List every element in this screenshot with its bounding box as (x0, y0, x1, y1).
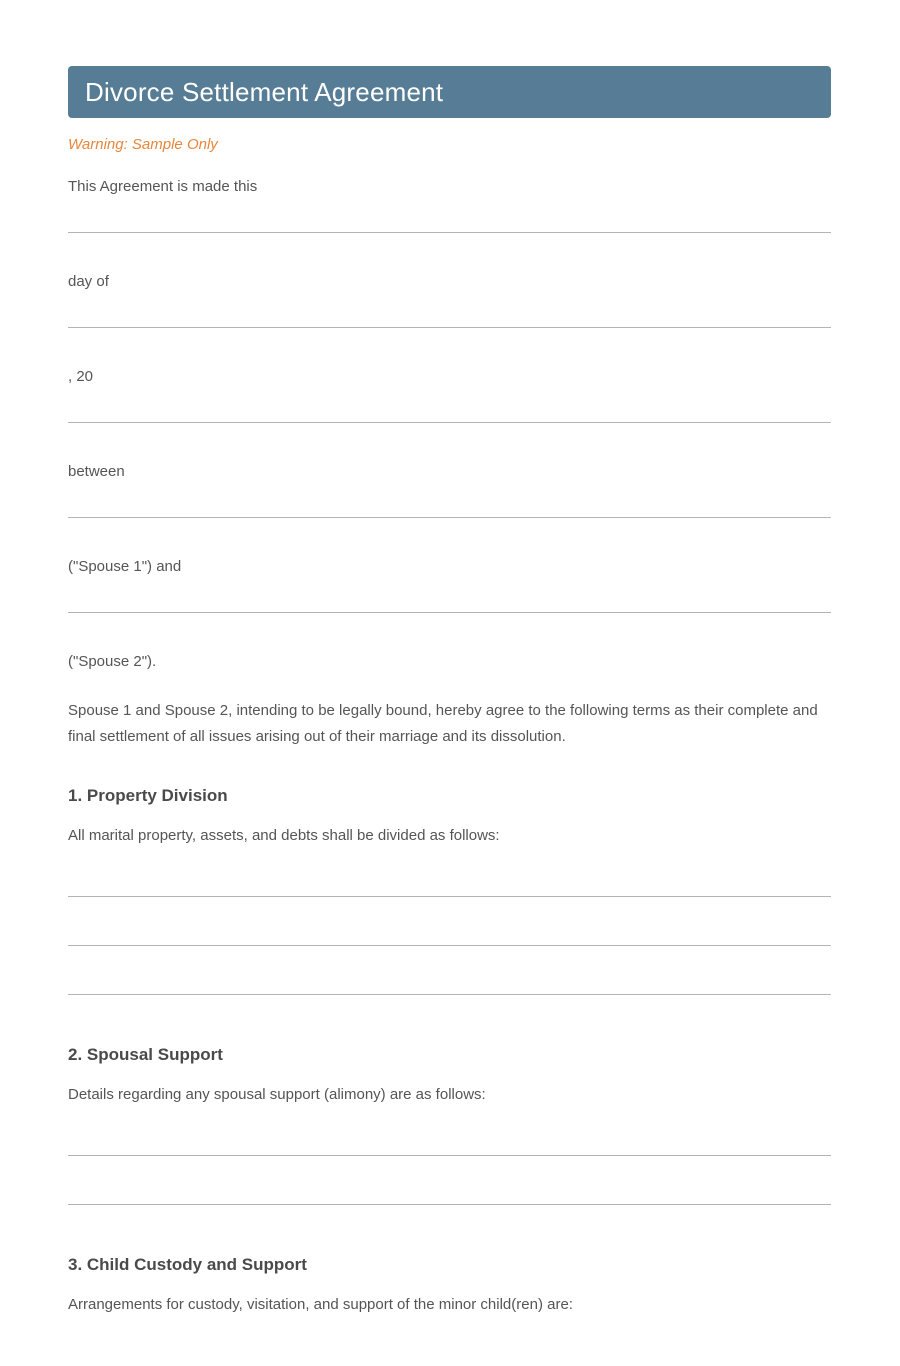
form-container (0, 66, 900, 1315)
section-heading-child-custody: 3. Child Custody and Support (68, 1255, 307, 1274)
warning-text: Warning: Sample Only (68, 136, 218, 153)
property-division-input-line-3[interactable] (68, 946, 831, 995)
field-label: ("Spouse 2"). (68, 653, 157, 670)
month-input[interactable] (68, 292, 831, 328)
field-label: day of (68, 273, 109, 290)
year-input[interactable] (68, 387, 831, 423)
intro-paragraph: Spouse 1 and Spouse 2, intending to be legally bound, hereby agree to the following terms as their complete and final settlement of all issues arising out of their marriage and its dissolution. (68, 702, 818, 745)
field-label: This Agreement is made this (68, 178, 258, 195)
property-division-input-line-2[interactable] (68, 897, 831, 946)
spousal-support-input-line-1[interactable] (68, 1105, 831, 1156)
field-label: ("Spouse 1") and (68, 558, 182, 575)
field-label: between (68, 463, 125, 480)
field-spouse2-closing (68, 651, 831, 672)
section-heading-property-division: 1. Property Division (68, 786, 228, 805)
form-header (68, 66, 831, 118)
section-desc-spousal-support: Details regarding any spousal support (alimony) are as follows: (68, 1086, 486, 1103)
field-label: , 20 (68, 368, 94, 385)
spouse1-name-input[interactable] (68, 482, 831, 518)
property-division-input-line-1[interactable] (68, 846, 831, 897)
field-agreement-date-day (68, 176, 831, 233)
field-year (68, 366, 831, 423)
day-input[interactable] (68, 197, 831, 233)
section-heading-spousal-support: 2. Spousal Support (68, 1045, 223, 1064)
section-desc-property-division: All marital property, assets, and debts shall be divided as follows: (68, 827, 500, 844)
field-month (68, 271, 831, 328)
field-spouse1-name (68, 461, 831, 518)
spousal-support-input-line-2[interactable] (68, 1156, 831, 1205)
form-title: Divorce Settlement Agreement (85, 76, 444, 107)
field-spouse2-name (68, 556, 831, 613)
spouse2-name-input[interactable] (68, 577, 831, 613)
section-desc-child-custody: Arrangements for custody, visitation, and support of the minor child(ren) are: (68, 1296, 573, 1313)
